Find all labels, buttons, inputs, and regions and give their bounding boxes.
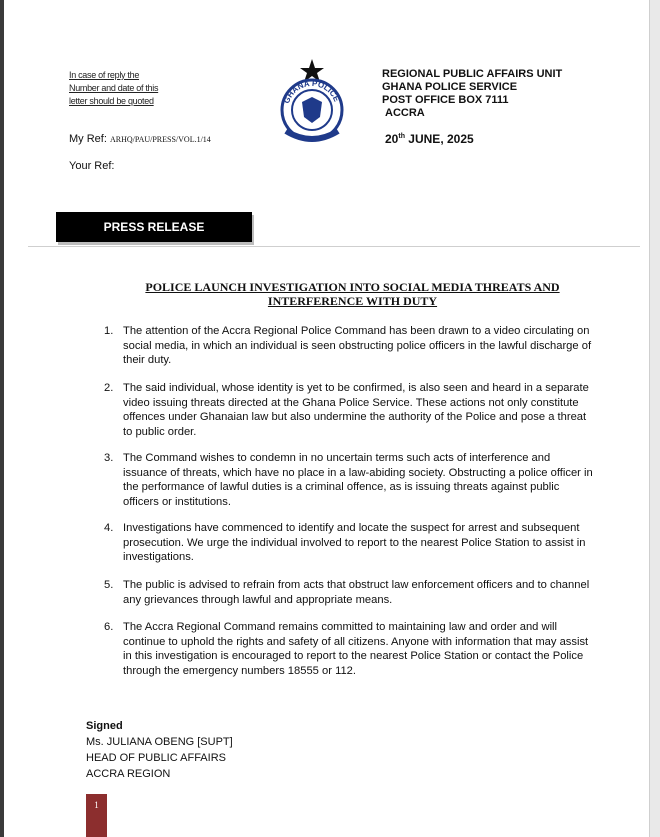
press-release-banner: PRESS RELEASE bbox=[56, 212, 252, 242]
address-line: POST OFFICE BOX 7111 bbox=[382, 94, 509, 106]
my-ref bbox=[69, 133, 211, 145]
page-number-tab[interactable]: 1 bbox=[86, 794, 107, 837]
paragraph-text: Investigations have commenced to identify and locate the suspect for arrest and subsequent prosecution. We urge the individual involved to report to the nearest Police Station to assist in investigations. bbox=[123, 522, 586, 564]
date-rest: JUNE, 2025 bbox=[404, 132, 474, 146]
signatory-name: Ms. JULIANA OBENG [SUPT] bbox=[86, 736, 233, 748]
reply-note-line: letter should be quoted bbox=[69, 96, 154, 106]
right-scrollbar[interactable] bbox=[649, 0, 660, 837]
signature-block bbox=[86, 718, 233, 782]
paragraph-text: The Accra Regional Command remains committed to maintaining law and order and will continue to uphold the rights and safety of all citizens. Anyone with information that may assist in this investigation is encouraged to report to the nearest Police Station or contact the Police through the emergency numbers 18555 or 112. bbox=[123, 621, 589, 677]
my-ref-value: ARHQ/PAU/PRESS/VOL.1/14 bbox=[109, 135, 211, 144]
release-date bbox=[385, 132, 474, 146]
left-frame-edge bbox=[0, 0, 4, 837]
svg-text:GHANA POLICE: GHANA POLICE bbox=[282, 78, 342, 105]
paragraph-number: 3. bbox=[104, 452, 114, 464]
address-line: GHANA POLICE SERVICE bbox=[382, 81, 518, 93]
paragraph-text: The said individual, whose identity is yet to be confirmed, is also seen and heard in a separate video issuing threats directed at the Ghana Police Service. These actions not only constitute offences under Ghanaian law but also undermine the authority of the Police and pose a threat to public order. bbox=[123, 382, 589, 438]
paragraph-text: The attention of the Accra Regional Police Command has been drawn to a video circulating on social media, in which an individual is seen obstructing police officers in the lawful discharge of their duty. bbox=[123, 325, 592, 367]
your-ref bbox=[69, 160, 114, 172]
signed-label: Signed bbox=[86, 720, 123, 732]
reply-note-line: In case of reply the bbox=[69, 70, 140, 80]
paragraph-number: 6. bbox=[104, 621, 114, 633]
my-ref-label: My Ref: bbox=[69, 133, 107, 145]
signatory-title: HEAD OF PUBLIC AFFAIRS bbox=[86, 752, 226, 764]
address-line: ACCRA bbox=[385, 107, 425, 119]
reply-note-line: Number and date of this bbox=[69, 83, 159, 93]
reply-note bbox=[69, 69, 158, 108]
paragraph-number: 5. bbox=[104, 579, 114, 591]
your-ref-label: Your Ref: bbox=[69, 160, 115, 172]
headline-line: POLICE LAUNCH INVESTIGATION INTO SOCIAL MEDIA THREATS AND bbox=[145, 280, 560, 294]
date-suffix: th bbox=[398, 133, 405, 140]
signatory-region: ACCRA REGION bbox=[86, 768, 171, 780]
paragraph-text: The public is advised to refrain from acts that obstruct law enforcement officers and to channel any grievances through lawful and appropriate means. bbox=[123, 579, 590, 606]
paragraph-number: 2. bbox=[104, 382, 114, 394]
paragraph-number: 1. bbox=[104, 325, 114, 337]
sender-address bbox=[382, 68, 562, 120]
headline bbox=[120, 280, 585, 308]
divider bbox=[28, 246, 640, 247]
address-line: REGIONAL PUBLIC AFFAIRS UNIT bbox=[382, 68, 563, 80]
headline-line: INTERFERENCE WITH DUTY bbox=[267, 294, 438, 308]
paragraph-text: The Command wishes to condemn in no uncertain terms such acts of interference and issuance of threats, which have no place in a law-abiding society. Obstructing a police officer in the performance of lawful duties is a criminal offence, as is issuing threats against public officers or institutions. bbox=[123, 452, 593, 508]
date-day: 20 bbox=[385, 132, 399, 146]
ghana-police-emblem-icon bbox=[272, 55, 352, 145]
paragraph-number: 4. bbox=[104, 522, 114, 534]
